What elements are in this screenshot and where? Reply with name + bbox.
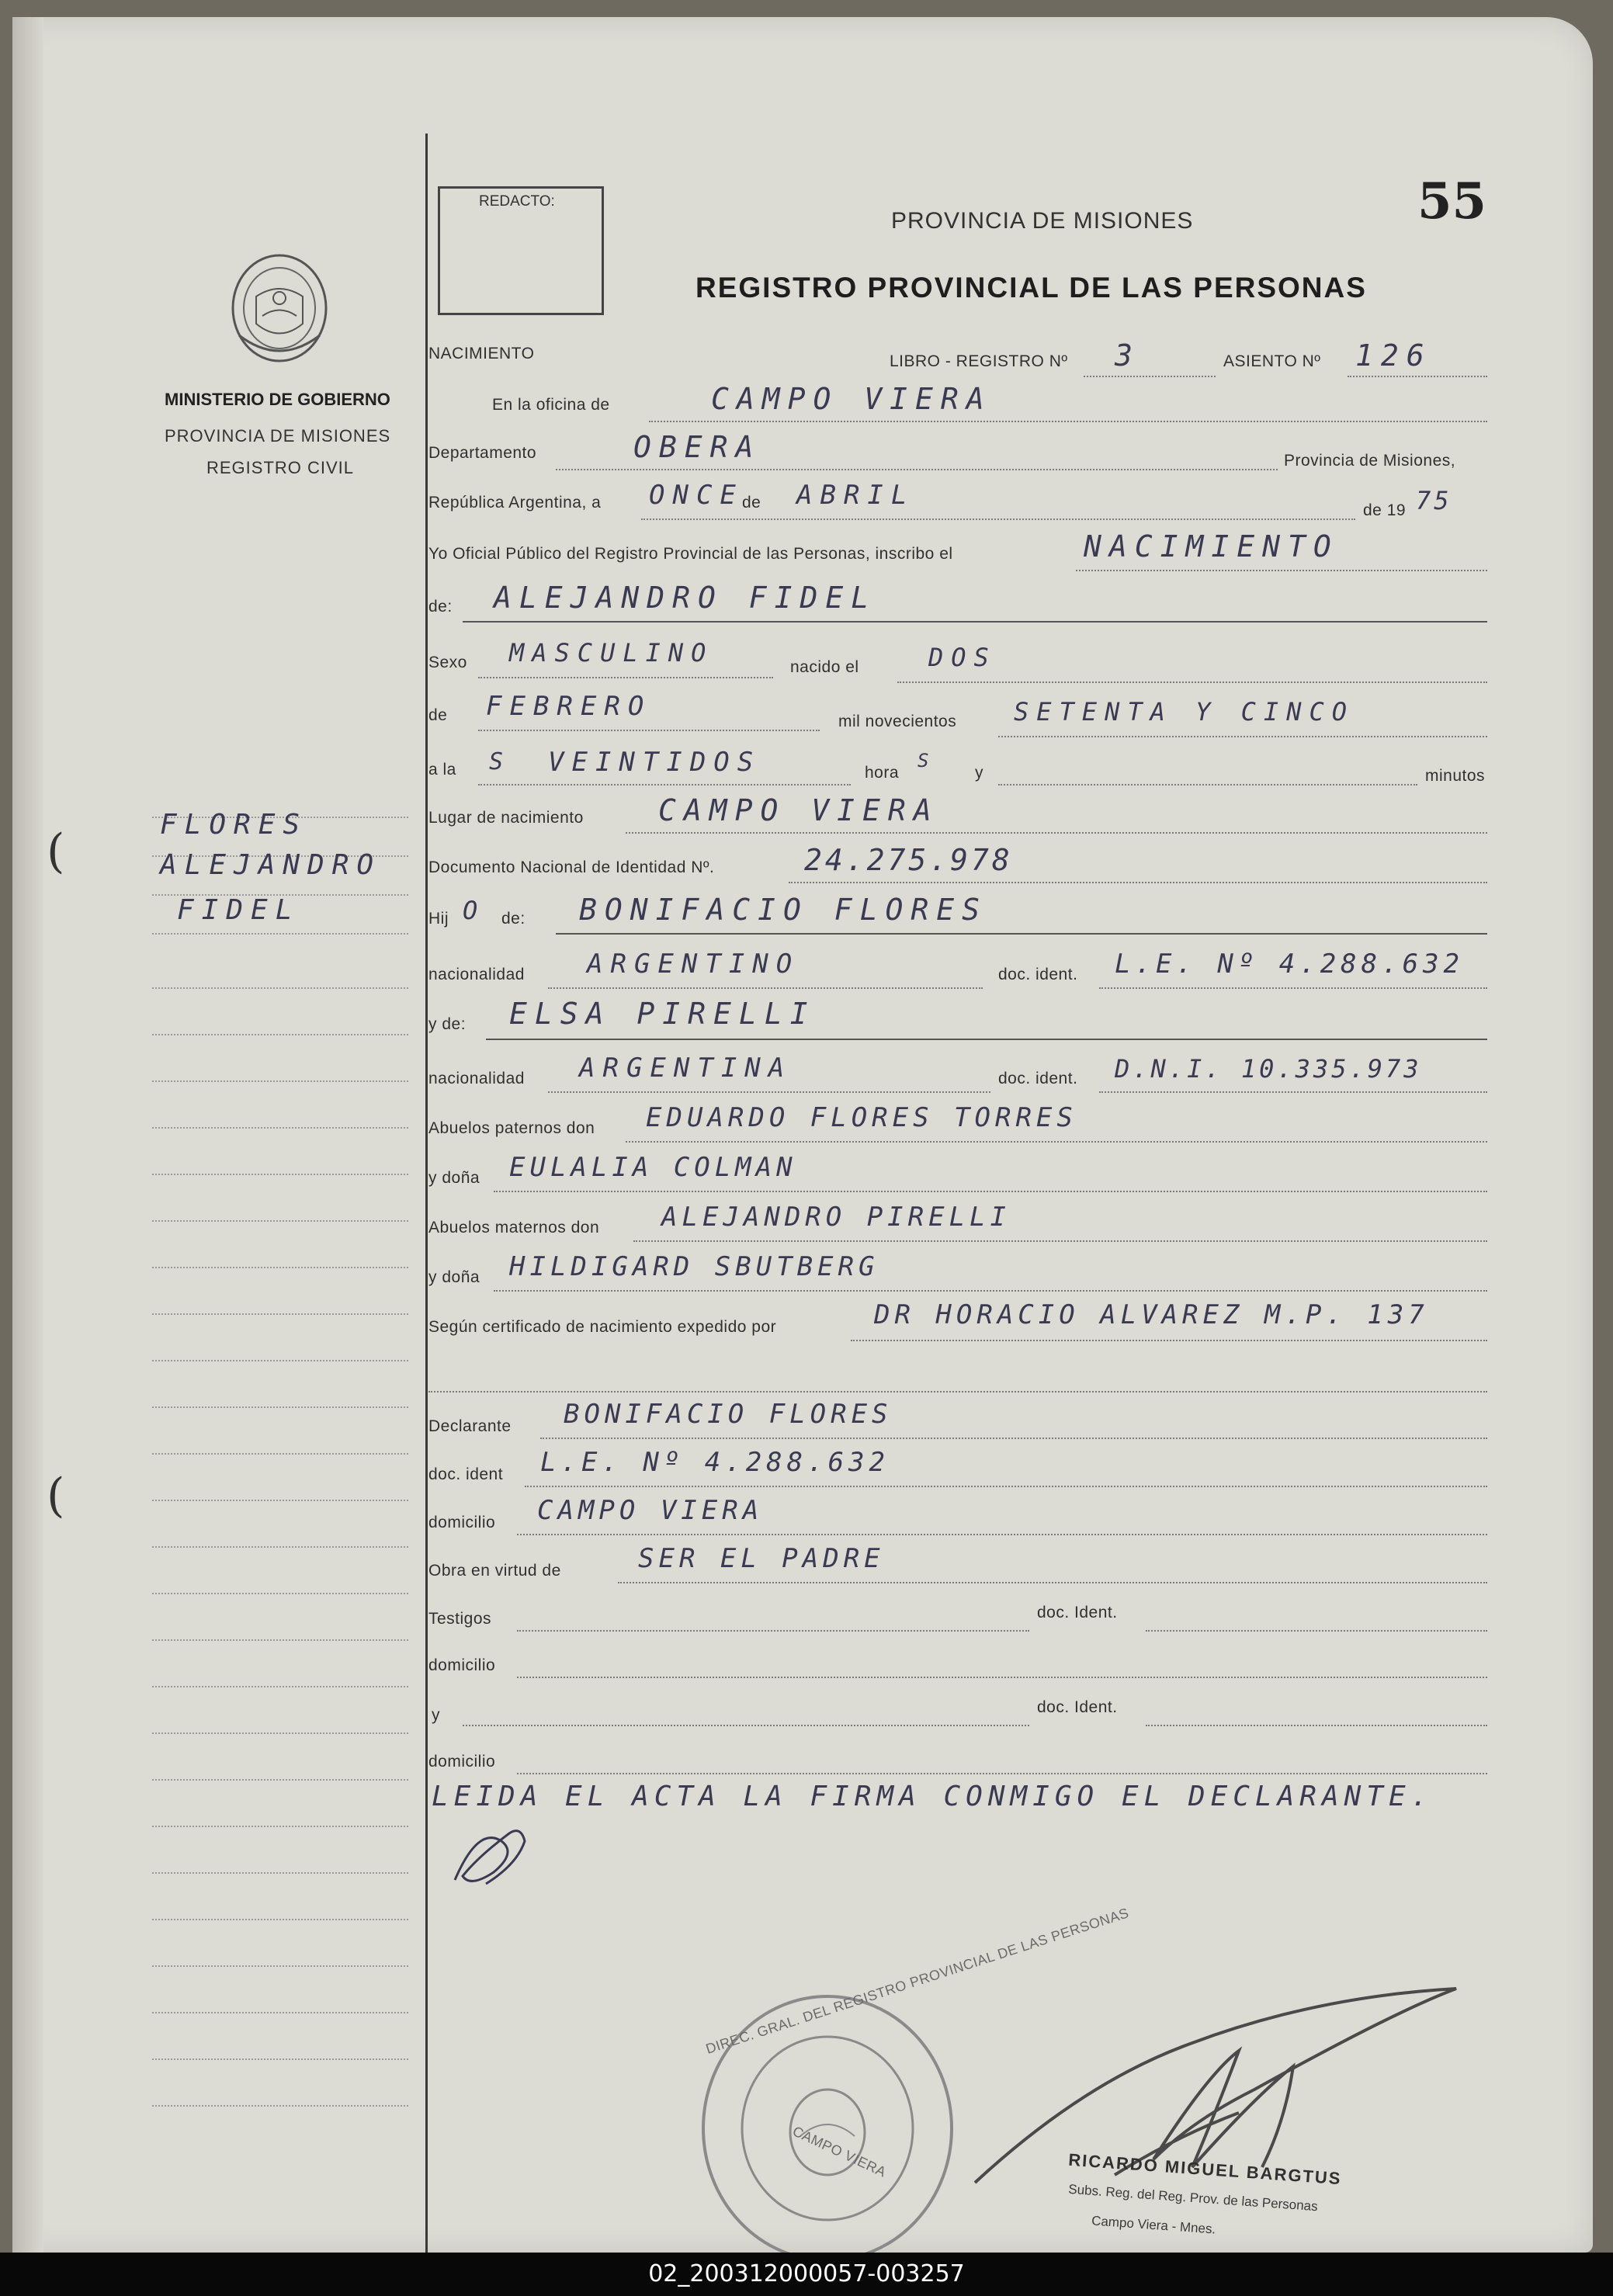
nombre-label: de: — [428, 598, 453, 616]
testigos-doc-dots — [1146, 1630, 1487, 1632]
sexo-label: Sexo — [428, 654, 467, 671]
anio-value: 75 — [1416, 486, 1452, 515]
lugar-label: Lugar de nacimiento — [428, 809, 584, 827]
domicilio-label: domicilio — [428, 1514, 496, 1531]
hora-pre-value: S — [489, 748, 512, 775]
margin-rule — [152, 987, 408, 989]
madre-value: ELSA PIRELLI — [509, 997, 816, 1031]
margin-rule — [152, 1639, 408, 1641]
certificado-label: Según certificado de nacimiento expedido por — [428, 1318, 777, 1336]
minutos-label: minutos — [1425, 767, 1486, 785]
official-name: RICARDO MIGUEL BARGTUS — [1067, 2149, 1343, 2189]
abuelo-materno-dots — [633, 1240, 1487, 1242]
declarante-value: BONIFACIO FLORES — [564, 1399, 893, 1430]
margin-rule — [152, 1267, 408, 1268]
anio-label: de 19 — [1363, 501, 1407, 519]
fecha-dots — [641, 519, 1355, 520]
margin-rule — [152, 1080, 408, 1082]
nacido-anio-dots — [998, 736, 1487, 737]
official-stamp-icon — [695, 1989, 959, 2268]
hora-label: hora — [865, 764, 900, 782]
declarante-doc-label: doc. ident — [428, 1465, 504, 1483]
padre-nac-dots — [548, 987, 983, 989]
oficina-value: CAMPO VIERA — [711, 382, 992, 416]
padre-doc-dots — [1099, 987, 1487, 989]
dni-label: Documento Nacional de Identidad Nº. — [428, 858, 715, 876]
dia-value: ONCE — [649, 480, 744, 511]
page-number: 55 — [1417, 172, 1487, 231]
margin-rule — [152, 1500, 408, 1501]
margin-rule — [152, 1360, 408, 1361]
republica-label: República Argentina, a — [428, 494, 602, 512]
declarant-signature-icon — [447, 1810, 540, 1895]
margin-rule — [152, 1826, 408, 1827]
abuelo-paterno-dots — [626, 1141, 1487, 1143]
madre-nac-value: ARGENTINA — [579, 1053, 793, 1084]
testigos-domicilio-dots — [517, 1677, 1487, 1678]
margin-rule — [152, 1453, 408, 1455]
hora-dots — [478, 784, 851, 786]
madre-doc-label: doc. ident. — [998, 1070, 1078, 1087]
padre-line — [556, 933, 1487, 935]
binding-edge — [12, 17, 43, 2253]
abuelo-paterno-value: EDUARDO FLORES TORRES — [646, 1102, 1077, 1133]
libro-value: 3 — [1115, 338, 1140, 373]
inscribo-dots — [1076, 570, 1487, 571]
declarante-doc-dots — [525, 1486, 1487, 1487]
binding-ring-mark: ( — [47, 824, 65, 879]
provincia-label: Provincia de Misiones, — [1284, 452, 1456, 470]
testigos-doc2-dots — [1146, 1725, 1487, 1726]
registry-title: REGISTRO PROVINCIAL DE LAS PERSONAS — [695, 272, 1367, 303]
margin-rule — [152, 2012, 408, 2013]
madre-doc-dots — [1099, 1091, 1487, 1093]
margin-name2: FIDEL — [177, 894, 300, 926]
official-place: Campo Viera - Mnes. — [1091, 2213, 1216, 2237]
mes-value: ABRIL — [796, 480, 915, 511]
abuela-paterna-dots — [494, 1191, 1487, 1192]
oficina-dots — [649, 421, 1487, 422]
domicilio-value: CAMPO VIERA — [537, 1495, 764, 1526]
binding-ring-mark: ( — [47, 1469, 65, 1523]
ala-label: a la — [428, 761, 456, 779]
abuela-materna-label: y doña — [428, 1268, 480, 1286]
margin-rule — [152, 1779, 408, 1781]
madre-nac-dots — [548, 1091, 990, 1093]
hora-value: VEINTIDOS — [548, 747, 761, 778]
stamp-ring-text: DIREC. GRAL. DEL REGISTRO PROVINCIAL DE LAS PERSONAS — [703, 1905, 1131, 2057]
margin-rule — [152, 1546, 408, 1548]
lugar-dots — [626, 832, 1487, 834]
margin-surname: FLORES — [160, 809, 308, 841]
hora-suf-value: S — [918, 750, 937, 772]
mil-label: mil novecientos — [838, 713, 957, 730]
testigos-domicilio-label: domicilio — [428, 1656, 496, 1674]
obra-label: Obra en virtud de — [428, 1562, 561, 1580]
margin-rule — [152, 1919, 408, 1920]
nacido-mes-dots — [478, 730, 820, 731]
oficina-label: En la oficina de — [492, 396, 610, 414]
margin-rule — [152, 1965, 408, 1967]
stamp-center-text: CAMPO VIERA — [790, 2123, 889, 2180]
oficial-label: Yo Oficial Público del Registro Provincial de las Personas, inscribo el — [428, 545, 953, 563]
certificado-value: DR HORACIO ALVAREZ M.P. 137 — [874, 1299, 1429, 1330]
testigos-y-dots — [463, 1725, 1029, 1726]
margin-rule — [152, 1686, 408, 1687]
asiento-dots — [1348, 376, 1487, 377]
libro-dots — [1084, 376, 1216, 377]
departamento-label: Departamento — [428, 444, 537, 462]
y-label: y — [975, 764, 983, 782]
minutos-dots — [998, 784, 1417, 786]
padre-doc-label: doc. ident. — [998, 966, 1078, 983]
province-header: PROVINCIA DE MISIONES — [891, 208, 1194, 234]
margin-name1: ALEJANDRO — [160, 849, 382, 881]
departamento-value: OBERA — [633, 430, 761, 464]
margin-rule — [152, 1220, 408, 1222]
margin-rule — [152, 1406, 408, 1408]
madre-label: y de: — [428, 1015, 467, 1033]
margin-rule — [152, 2105, 408, 2107]
nacido-mes-value: FEBRERO — [486, 691, 652, 722]
testigos-domicilio2-label: domicilio — [428, 1753, 496, 1771]
dni-dots — [789, 882, 1487, 883]
sexo-value: MASCULINO — [509, 638, 714, 668]
abuelo-materno-value: ALEJANDRO PIRELLI — [661, 1202, 1011, 1233]
redacto-box — [438, 186, 604, 315]
margin-rule — [152, 1313, 408, 1315]
certificado-dots-2 — [428, 1391, 1487, 1393]
testigos-y-label: y — [432, 1706, 440, 1724]
hij-de-label: de: — [501, 910, 526, 928]
closing-text: LEIDA EL ACTA LA FIRMA CONMIGO EL DECLARANTE. — [432, 1781, 1434, 1812]
declarante-doc-value: L.E. Nº 4.288.632 — [540, 1447, 890, 1478]
province-seal-icon — [225, 250, 334, 366]
margin-rule — [152, 2058, 408, 2060]
domicilio-dots — [517, 1534, 1487, 1535]
register-page — [12, 17, 1593, 2253]
ministry-title: MINISTERIO DE GOBIERNO — [165, 390, 390, 409]
testigos-label: Testigos — [428, 1610, 492, 1628]
nacido-anio-value: SETENTA Y CINCO — [1014, 697, 1355, 727]
fecha-de-label: de — [742, 494, 761, 512]
redacto-label: REDACTO: — [479, 193, 555, 210]
margin-rule — [152, 933, 408, 935]
padre-nac-value: ARGENTINO — [587, 949, 800, 980]
dni-value: 24.275.978 — [804, 843, 1013, 877]
nacido-mes-label: de — [428, 706, 448, 724]
sexo-dots — [478, 677, 773, 678]
footer-bar — [0, 2253, 1613, 2296]
ministry-registry: REGISTRO CIVIL — [206, 458, 355, 477]
margin-rule — [152, 1127, 408, 1129]
abuela-paterna-label: y doña — [428, 1169, 480, 1187]
asiento-label: ASIENTO Nº — [1223, 352, 1321, 370]
abuela-materna-dots — [494, 1290, 1487, 1292]
hij-suf-value: O — [463, 896, 486, 925]
abuelos-paternos-label: Abuelos paternos don — [428, 1119, 595, 1137]
abuela-materna-value: HILDIGARD SBUTBERG — [509, 1251, 879, 1282]
declarante-dots — [540, 1438, 1487, 1439]
departamento-dots — [556, 469, 1278, 470]
declarante-label: Declarante — [428, 1417, 512, 1435]
margin-rule — [152, 1593, 408, 1594]
nacido-dia-value: DOS — [928, 643, 997, 672]
nacido-label: nacido el — [790, 658, 859, 676]
record-type-label: NACIMIENTO — [428, 345, 535, 362]
testigos-doc-label: doc. Ident. — [1037, 1604, 1118, 1621]
abuelos-maternos-label: Abuelos maternos don — [428, 1219, 600, 1236]
padre-value: BONIFACIO FLORES — [579, 893, 988, 927]
margin-rule — [152, 1174, 408, 1175]
obra-value: SER EL PADRE — [638, 1543, 885, 1574]
nombre-line — [463, 621, 1487, 623]
testigos-domicilio2-dots — [517, 1773, 1487, 1774]
margin-rule — [152, 1034, 408, 1035]
margin-rule — [152, 1872, 408, 1874]
inscribo-value: NACIMIENTO — [1084, 529, 1339, 564]
hij-label: Hij — [428, 910, 449, 928]
testigos-dots — [517, 1630, 1029, 1632]
margin-divider — [425, 134, 428, 2253]
padre-doc-value: L.E. Nº 4.288.632 — [1115, 949, 1464, 980]
nombre-value: ALEJANDRO FIDEL — [494, 581, 877, 615]
libro-label: LIBRO - REGISTRO Nº — [890, 352, 1068, 370]
certificado-dots — [851, 1340, 1487, 1341]
madre-doc-value: D.N.I. 10.335.973 — [1115, 1054, 1422, 1084]
document-id: 02_200312000057-003257 — [648, 2260, 965, 2287]
madre-line — [486, 1039, 1487, 1040]
abuela-paterna-value: EULALIA COLMAN — [509, 1152, 797, 1183]
nacido-dots — [897, 682, 1487, 683]
testigos-doc2-label: doc. Ident. — [1037, 1698, 1118, 1716]
official-title: Subs. Reg. del Reg. Prov. de las Personas — [1067, 2181, 1319, 2214]
nacionalidad-madre-label: nacionalidad — [428, 1070, 525, 1087]
ministry-province: PROVINCIA DE MISIONES — [165, 426, 391, 446]
lugar-value: CAMPO VIERA — [658, 793, 939, 827]
obra-dots — [618, 1582, 1487, 1583]
margin-rule — [152, 1732, 408, 1734]
asiento-value: 126 — [1355, 338, 1432, 373]
nacionalidad-padre-label: nacionalidad — [428, 966, 525, 983]
